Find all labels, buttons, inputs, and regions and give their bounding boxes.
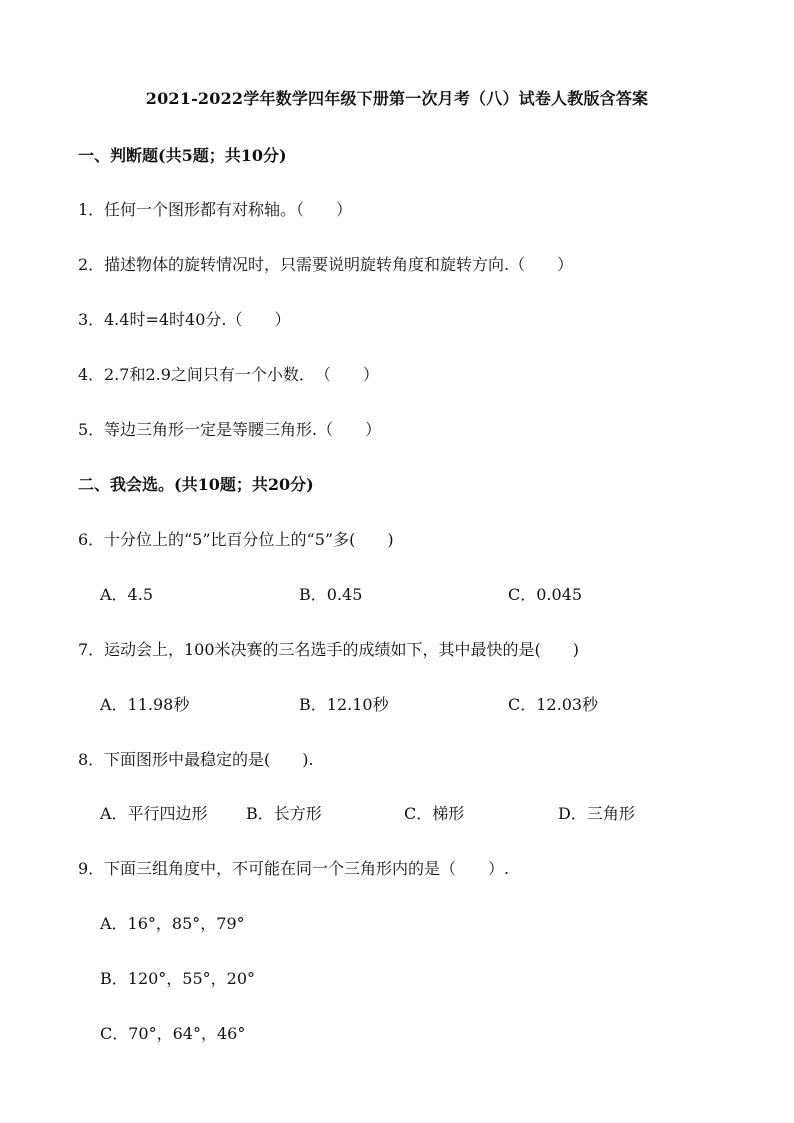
option-b: B．12.10秒 <box>299 695 389 714</box>
question-8 <box>78 747 314 770</box>
question-text: 十分位上的“5”比百分位上的“5”多( ) <box>104 530 394 549</box>
option-a: A．4.5 <box>100 585 154 604</box>
question-7-options <box>100 692 720 716</box>
option-c: C．70°，64°，46° <box>100 1024 246 1043</box>
option-a: A．平行四边形 <box>100 804 208 823</box>
question-number: 5． <box>78 420 105 439</box>
option-b: B．120°，55°，20° <box>100 969 256 988</box>
question-6 <box>78 527 394 550</box>
question-3 <box>78 307 290 330</box>
question-5 <box>78 417 381 440</box>
option-b: B．0.45 <box>299 585 363 604</box>
option-a: A．11.98秒 <box>100 695 190 714</box>
question-number: 7． <box>78 640 105 659</box>
question-9 <box>78 856 509 879</box>
option-c: C．12.03秒 <box>508 695 599 714</box>
question-number: 8． <box>78 750 105 769</box>
question-6-options <box>100 582 720 606</box>
question-text: 下面三组角度中，不可能在同一个三角形内的是（ ）. <box>104 859 510 878</box>
option-b: B．长方形 <box>246 804 322 823</box>
option-c: C．0.045 <box>508 585 583 604</box>
section-heading-judgement: 一、判断题(共5题；共10分) <box>78 146 287 165</box>
question-4 <box>78 362 379 385</box>
page-title: 2021-2022学年数学四年级下册第一次月考（八）试卷人教版含答案 <box>145 89 649 108</box>
question-2 <box>78 252 573 275</box>
question-text: 运动会上，100米决赛的三名选手的成绩如下，其中最快的是( ) <box>104 640 580 659</box>
option-c: C．梯形 <box>404 804 465 823</box>
question-number: 1． <box>78 200 105 219</box>
question-number: 9． <box>78 859 105 878</box>
question-number: 2． <box>78 255 105 274</box>
question-7 <box>78 637 579 660</box>
question-text: 2.7和2.9之间只有一个小数． （ ） <box>104 365 379 384</box>
question-text: 下面图形中最稳定的是( ). <box>104 750 314 769</box>
section-heading-choice: 二、我会选。(共10题；共20分) <box>78 475 314 494</box>
question-1 <box>78 197 352 220</box>
question-number: 6． <box>78 530 105 549</box>
question-number: 4． <box>78 365 105 384</box>
question-8-options <box>100 801 720 825</box>
option-a: A．16°，85°，79° <box>100 914 245 933</box>
question-text: 4.4时=4时40分.（ ） <box>104 310 291 329</box>
option-d: D．三角形 <box>558 804 635 823</box>
question-text: 任何一个图形都有对称轴。（ ） <box>104 200 353 219</box>
question-text: 等边三角形一定是等腰三角形.（ ） <box>104 420 382 439</box>
question-number: 3． <box>78 310 105 329</box>
question-text: 描述物体的旋转情况时，只需要说明旋转角度和旋转方向.（ ） <box>104 255 574 274</box>
